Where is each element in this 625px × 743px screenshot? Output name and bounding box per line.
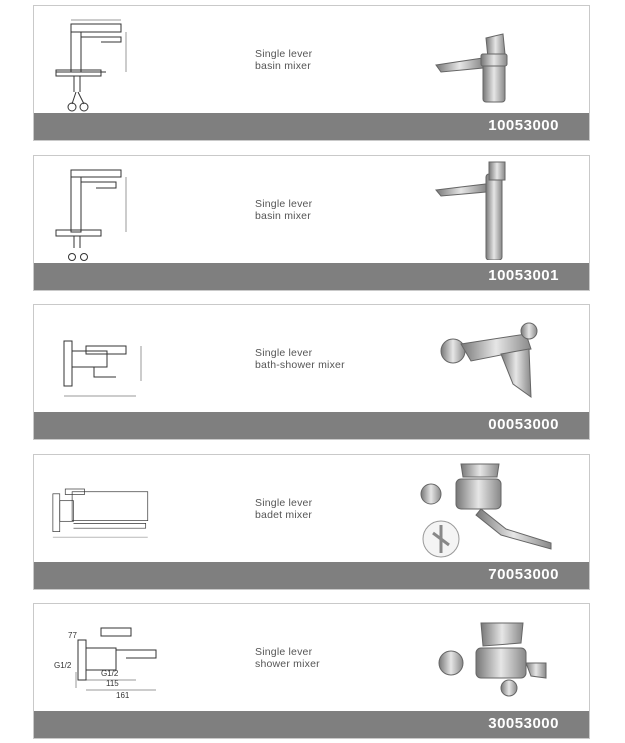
- description-line: Single lever: [255, 646, 313, 658]
- product-description: [255, 497, 312, 521]
- product-code: 70053000: [488, 566, 559, 583]
- product-code: 00053000: [488, 416, 559, 433]
- technical-drawing: [46, 162, 156, 262]
- dim-label: G1/2: [101, 669, 119, 678]
- technical-drawing: [46, 311, 156, 411]
- dim-label: 77: [68, 631, 77, 640]
- product-card[interactable]: [33, 155, 590, 291]
- technical-drawing: [46, 461, 156, 561]
- description-line: Single lever: [255, 198, 313, 210]
- dim-label: 161: [116, 691, 130, 700]
- product-code-bar: [34, 412, 589, 439]
- product-description: [255, 646, 320, 670]
- product-description: [255, 198, 312, 222]
- product-card[interactable]: [33, 304, 590, 440]
- description-line: shower mixer: [255, 658, 320, 670]
- product-card[interactable]: [33, 454, 590, 590]
- faucet-photo: [431, 10, 561, 110]
- description-line: bath-shower mixer: [255, 359, 345, 371]
- description-line: Single lever: [255, 497, 313, 509]
- product-card[interactable]: [33, 603, 590, 739]
- technical-drawing: [46, 610, 186, 710]
- description-line: basin mixer: [255, 210, 311, 222]
- product-description: [255, 347, 345, 371]
- faucet-photo: [431, 160, 561, 260]
- dim-label: 115: [106, 679, 119, 688]
- product-code: 10053001: [488, 267, 559, 284]
- faucet-photo: [431, 608, 561, 708]
- product-code: 30053000: [488, 715, 559, 732]
- description-line: Single lever: [255, 347, 313, 359]
- faucet-photo: [411, 459, 561, 559]
- description-line: Single lever: [255, 48, 313, 60]
- product-description: [255, 48, 312, 72]
- product-code-bar: [34, 113, 589, 140]
- technical-drawing: [46, 12, 156, 112]
- product-code-bar: [34, 263, 589, 290]
- description-line: basin mixer: [255, 60, 311, 72]
- product-code-bar: [34, 711, 589, 738]
- description-line: badet mixer: [255, 509, 313, 521]
- dim-label: G1/2: [54, 661, 72, 670]
- product-code-bar: [34, 562, 589, 589]
- faucet-photo: [431, 309, 561, 409]
- product-code: 10053000: [488, 117, 559, 134]
- product-card[interactable]: [33, 5, 590, 141]
